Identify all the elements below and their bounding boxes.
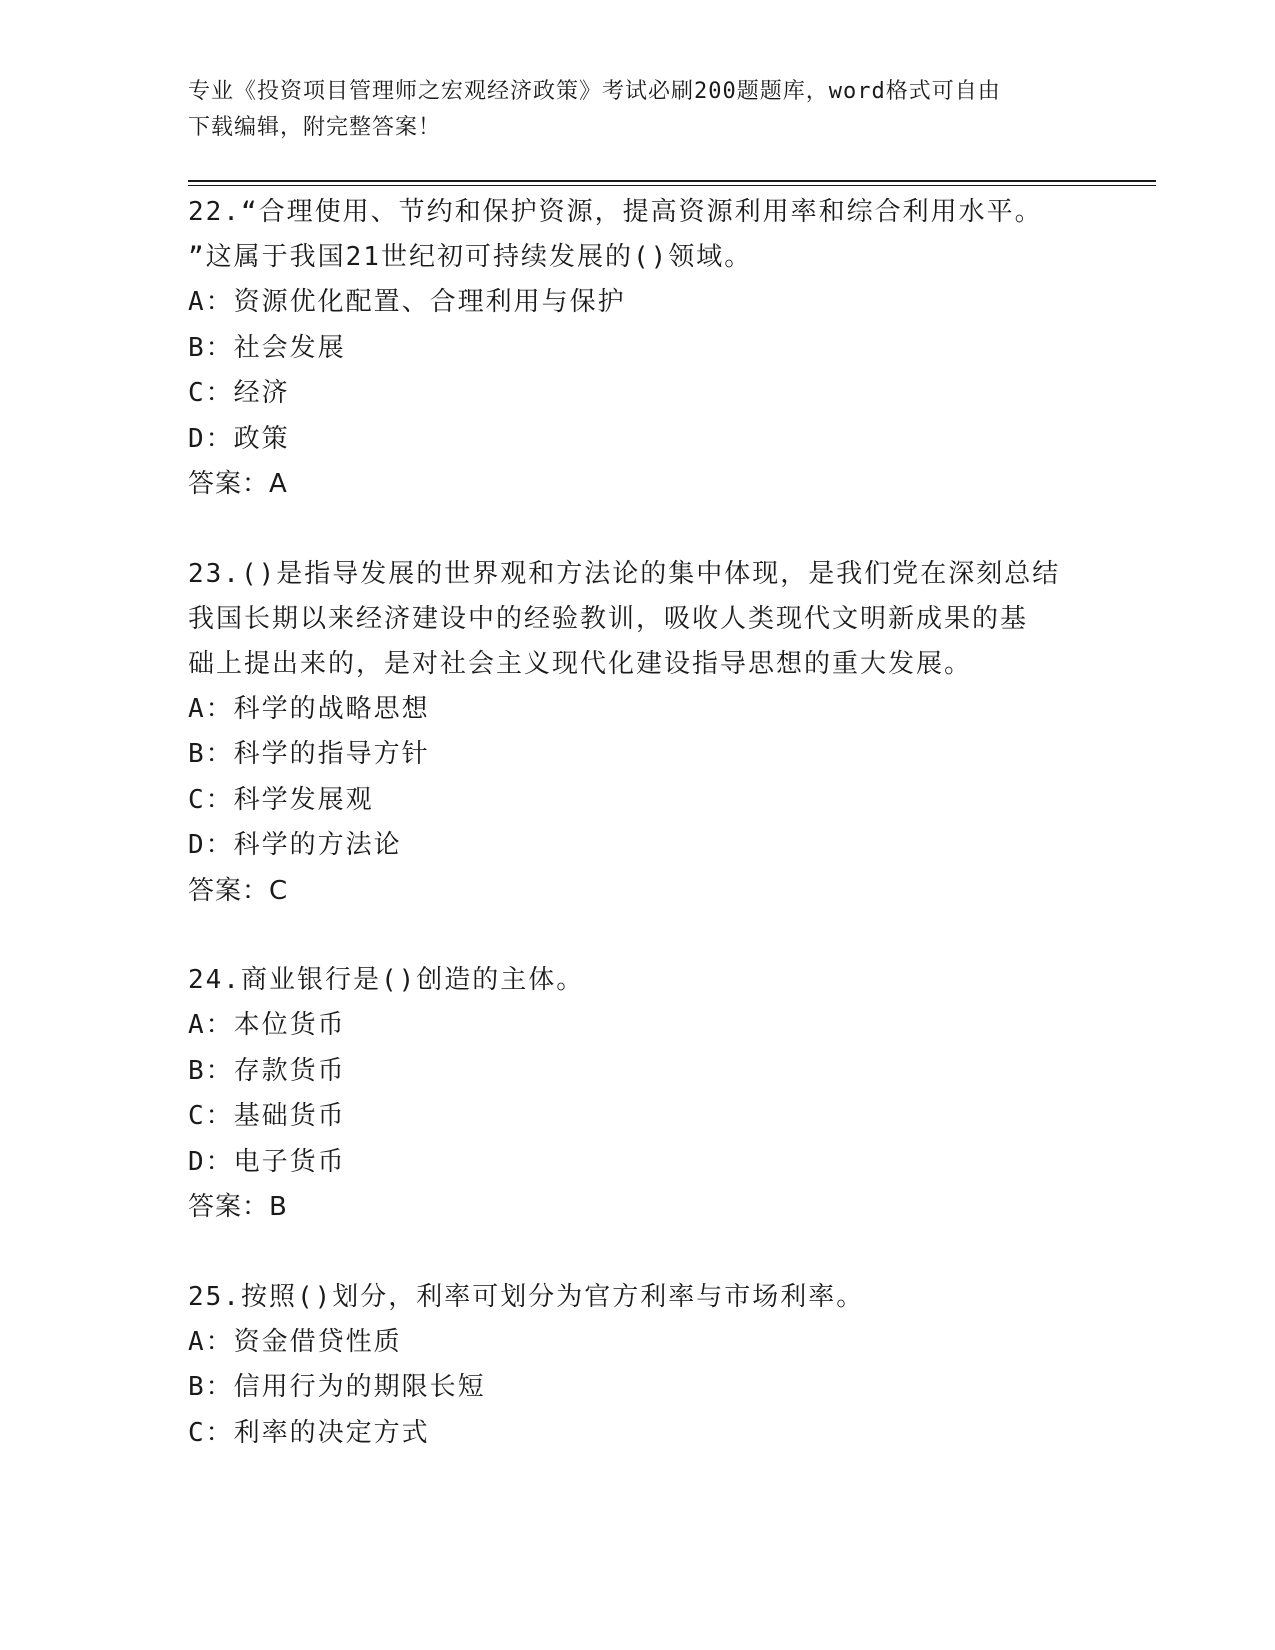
document-header (188, 74, 1068, 146)
option-a: A：本位货币 (188, 1010, 346, 1040)
option-c: C：经济 (188, 378, 290, 408)
option-a: A：科学的战略思想 (188, 693, 430, 724)
question-stem-line: 22.“合理使用、节约和保护资源，提高资源利用率和综合利用水平。 (188, 197, 1043, 227)
question-22 (188, 190, 1088, 508)
option-b: B：社会发展 (188, 332, 346, 363)
question-24 (188, 958, 1088, 1231)
option-c: C：基础货币 (188, 1101, 346, 1131)
question-stem-line: 础上提出来的，是对社会主义现代化建设指导思想的重大发展。 (188, 648, 973, 679)
option-a: A：资金借贷性质 (188, 1326, 402, 1357)
answer: 答案：B (188, 1192, 288, 1222)
answer: 答案：C (188, 875, 289, 906)
question-stem-line: ”这属于我国21世纪初可持续发展的()领域。 (188, 242, 753, 272)
option-d: D：电子货币 (188, 1146, 346, 1177)
header-line-2: 下载编辑，附完整答案！ (188, 115, 442, 140)
answer: 答案：A (188, 469, 288, 499)
option-b: B：存款货币 (188, 1055, 346, 1086)
question-stem-line: 我国长期以来经济建设中的经验教训，吸收人类现代文明新成果的基 (188, 603, 1029, 634)
option-b: B：信用行为的期限长短 (188, 1372, 486, 1402)
option-b: B：科学的指导方针 (188, 739, 430, 769)
question-23 (188, 552, 1088, 915)
option-c: C：利率的决定方式 (188, 1417, 430, 1448)
header-line-1: 专业《投资项目管理师之宏观经济政策》考试必刷200题题库，word格式可自由 (188, 79, 1001, 104)
question-stem-line: 25.按照()划分，利率可划分为官方利率与市场利率。 (188, 1281, 865, 1312)
option-d: D：科学的方法论 (188, 830, 402, 860)
option-c: C：科学发展观 (188, 784, 374, 815)
option-a: A：资源优化配置、合理利用与保护 (188, 287, 626, 317)
header-divider-thin (188, 185, 1156, 186)
question-stem-line: 24.商业银行是()创造的主体。 (188, 965, 585, 995)
question-stem-line: 23.()是指导发展的世界观和方法论的集中体现，是我们党在深刻总结 (188, 558, 1061, 589)
question-25 (188, 1275, 1088, 1457)
question-list (188, 190, 1088, 1500)
option-d: D：政策 (188, 423, 290, 454)
header-divider (188, 180, 1156, 182)
